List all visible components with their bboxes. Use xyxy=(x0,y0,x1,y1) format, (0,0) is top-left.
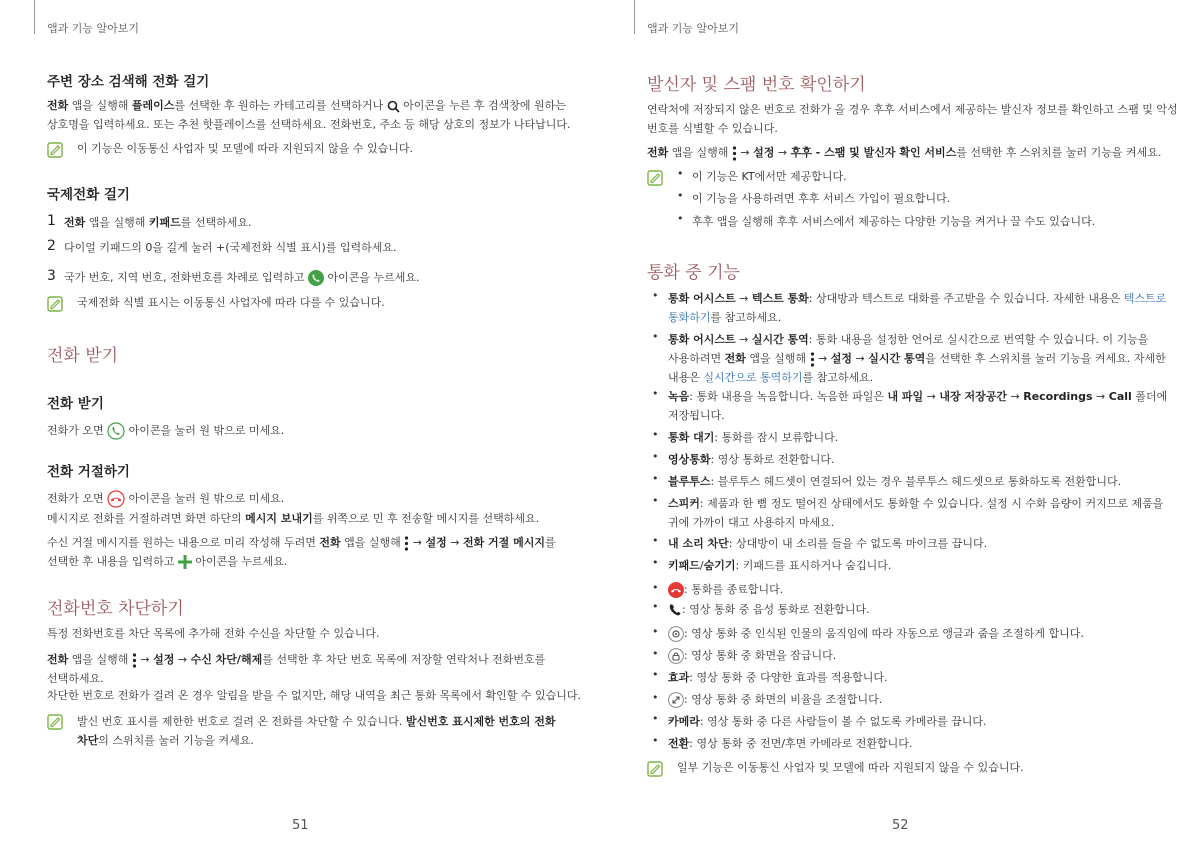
bullet: • xyxy=(652,428,659,441)
incall-item-switch-camera: 전환: 영상 통화 중 전면/후면 카메라로 전환합니다. xyxy=(668,737,913,750)
incall-item-video: 영상통화: 영상 통화로 전환합니다. xyxy=(668,453,835,466)
header-rule xyxy=(34,0,35,34)
incall-item-keypad: 키패드/숨기기: 키패드를 표시하거나 숨깁니다. xyxy=(668,559,892,572)
auto-framing-icon xyxy=(668,626,684,642)
reject-paragraph-1: 전화가 오면 아이콘을 눌러 원 밖으로 미세요. xyxy=(47,489,284,508)
incall-item-live-translate: 통화 어시스트 → 실시간 통역: 통화 내용을 설정한 언어로 실시간으로 번역할 수 있습니다. 이 기능을 사용하려면 전화 앱을 실행해 → 설정 → 실시간 통역을 선택한 후 스위치를 눌러 기능을 켜세요. 자세한 내용은 실시간으로 통역하기를 참고하세요. xyxy=(668,333,1166,384)
incall-item-effects: 효과: 영상 통화 중 다양한 효과를 적용합니다. xyxy=(668,671,888,684)
bullet: • xyxy=(652,472,659,485)
note-icon xyxy=(647,761,663,777)
incall-item-text-call: 통화 어시스트 → 텍스트 통화: 상대방과 텍스트로 대화를 주고받을 수 있습니다. 자세한 내용은 텍스트로 통화하기를 참고하세요. xyxy=(668,292,1167,324)
bullet: • xyxy=(652,289,659,302)
incall-item-end-call: : 통화를 종료합니다. xyxy=(668,580,783,599)
block-paragraph-3: 차단한 번호로 전화가 걸려 온 경우 알림을 받을 수 없지만, 해당 내역을 최근 통화 목록에서 확인할 수 있습니다. xyxy=(47,689,581,702)
bullet: • xyxy=(652,494,659,507)
reject-paragraph-3: 수신 거절 메시지를 원하는 내용으로 미리 작성해 두려면 전화 앱을 실행해 → 설정 → 전화 거절 메시지를 선택한 후 내용을 입력하고 아이콘을 누르세요. xyxy=(47,536,556,568)
reject-call-icon xyxy=(107,490,125,508)
block-paragraph-2: 전화 앱을 실행해 → 설정 → 수신 차단/해제를 선택한 후 차단 번호 목록에 저장할 연락처나 전화번호를 선택하세요. xyxy=(47,653,546,685)
call-icon xyxy=(308,270,324,286)
spam-paragraph-2: 전화 앱을 실행해 → 설정 → 후후 - 스팸 및 발신자 확인 서비스를 선택한 후 스위치를 눌러 기능을 켜세요. xyxy=(647,146,1162,159)
section-heading-incall: 통화 중 기능 xyxy=(647,263,740,283)
header-rule xyxy=(634,0,635,34)
bullet: • xyxy=(652,625,659,638)
page-header: 앱과 기능 알아보기 xyxy=(47,22,140,35)
link-text-call[interactable]: 텍스트로 xyxy=(1123,292,1167,305)
intl-note: 국제전화 식별 표시는 이동통신 사업자에 따라 다를 수 있습니다. xyxy=(77,296,385,309)
add-icon xyxy=(178,555,192,569)
intl-step-2: 다이얼 키패드의 0을 길게 눌러 +(국제전화 식별 표시)를 입력하세요. xyxy=(64,241,397,254)
bullet: • xyxy=(677,212,684,225)
screen-ratio-icon xyxy=(668,692,684,708)
incall-item-voice-switch: : 영상 통화 중 음성 통화로 전환합니다. xyxy=(668,600,870,619)
incall-item-auto-framing: : 영상 통화 중 인식된 인물의 움직임에 따라 자동으로 앵글과 줌을 조절하게 합니다. xyxy=(668,624,1084,643)
spam-note-item: 후후 앱을 실행해 후후 서비스에서 제공하는 다양한 기능을 켜거나 끌 수도 있습니다. xyxy=(692,215,1096,228)
incall-item-ratio: : 영상 통화 중 화면의 비율을 조절합니다. xyxy=(668,690,882,709)
step-number: 3 xyxy=(47,268,56,284)
reject-paragraph-2: 메시지로 전화를 거절하려면 화면 하단의 메시지 보내기를 위쪽으로 민 후 전송할 메시지를 선택하세요. xyxy=(47,512,540,525)
accept-call-icon xyxy=(107,422,125,440)
end-call-icon xyxy=(668,582,684,598)
link-text-call-2[interactable]: 통화하기 xyxy=(668,311,711,324)
phone-icon xyxy=(668,603,682,617)
section-heading-receive: 전화 받기 xyxy=(47,346,119,366)
intl-step-3: 국가 번호, 지역 번호, 전화번호를 차례로 입력하고 아이콘을 누르세요. xyxy=(64,271,420,284)
spam-paragraph-1: 연락처에 저장되지 않은 번호로 전화가 올 경우 후후 서비스에서 제공하는 발신자 정보를 확인하고 스팸 및 악성 번호를 식별할 수 있습니다. xyxy=(647,103,1178,135)
incall-item-bluetooth: 블루투스: 블루투스 헤드셋이 연결되어 있는 경우 블루투스 헤드셋으로 통화하도록 전환합니다. xyxy=(668,475,1122,488)
note-icon xyxy=(47,296,63,312)
spam-note-item: 이 기능을 사용하려면 후후 서비스 가입이 필요합니다. xyxy=(692,192,951,205)
incall-item-lock: : 영상 통화 중 화면을 잠급니다. xyxy=(668,646,836,665)
incall-note: 일부 기능은 이동통신 사업자 및 모델에 따라 지원되지 않을 수 있습니다. xyxy=(677,761,1024,774)
section-title-reject: 전화 거절하기 xyxy=(47,464,130,480)
incall-item-speaker: 스피커: 제품과 한 뼘 정도 떨어진 상태에서도 통화할 수 있습니다. 설정 시 수화 음량이 커지므로 제품을 귀에 가까이 대고 사용하지 마세요. xyxy=(668,497,1164,529)
page-number: 52 xyxy=(892,818,909,833)
right-page xyxy=(600,0,1200,848)
step-number: 2 xyxy=(47,238,56,254)
section-heading-spam: 발신자 및 스팸 번호 확인하기 xyxy=(647,75,866,95)
incall-item-camera: 카메라: 영상 통화 중 다른 사람들이 볼 수 없도록 카메라를 끕니다. xyxy=(668,715,987,728)
bullet: • xyxy=(652,387,659,400)
bullet: • xyxy=(652,712,659,725)
block-note: 발신 번호 표시를 제한한 번호로 걸려 온 전화를 차단할 수 있습니다. 발신번호 표시제한 번호의 전화 차단의 스위치를 눌러 기능을 켜세요. xyxy=(77,715,556,747)
note-icon xyxy=(47,714,63,730)
nearby-paragraph: 전화 앱을 실행해 플레이스를 선택한 후 원하는 카테고리를 선택하거나 아이콘을 누른 후 검색창에 원하는 상호명을 입력하세요. 또는 추천 핫플레이스를 선택하세요. 전화번호, 주소 등 해당 상호의 정보가 나타납니다. xyxy=(47,99,571,131)
nearby-note: 이 기능은 이동통신 사업자 및 모델에 따라 지원되지 않을 수 있습니다. xyxy=(77,142,413,155)
bullet: • xyxy=(652,600,659,613)
step-number: 1 xyxy=(47,213,56,229)
bullet: • xyxy=(652,534,659,547)
bullet: • xyxy=(652,450,659,463)
search-icon xyxy=(387,100,400,113)
bullet: • xyxy=(652,330,659,343)
bullet: • xyxy=(652,691,659,704)
incall-item-hold: 통화 대기: 통화를 잠시 보류합니다. xyxy=(668,431,839,444)
link-live-translate[interactable]: 실시간으로 통역하기 xyxy=(703,371,803,384)
section-title-intl: 국제전화 걸기 xyxy=(47,187,130,203)
incall-item-record: 녹음: 통화 내용을 녹음합니다. 녹음한 파일은 내 파일 → 내장 저장공간 → Recordings → Call 폴더에 저장됩니다. xyxy=(668,390,1168,422)
section-heading-block: 전화번호 차단하기 xyxy=(47,599,184,619)
receive-paragraph: 전화가 오면 아이콘을 눌러 원 밖으로 미세요. xyxy=(47,421,284,440)
bullet: • xyxy=(677,167,684,180)
spam-note-item: 이 기능은 KT에서만 제공합니다. xyxy=(692,170,847,183)
bullet: • xyxy=(652,581,659,594)
lock-icon xyxy=(668,648,684,664)
incall-item-mute: 내 소리 차단: 상대방이 내 소리를 들을 수 없도록 마이크를 끕니다. xyxy=(668,537,988,550)
note-icon xyxy=(647,170,663,186)
block-paragraph-1: 특정 전화번호를 차단 목록에 추가해 전화 수신을 차단할 수 있습니다. xyxy=(47,627,380,640)
section-title-receive: 전화 받기 xyxy=(47,396,104,412)
bullet: • xyxy=(677,189,684,202)
bullet: • xyxy=(652,734,659,747)
intl-step-1: 전화 앱을 실행해 키패드를 선택하세요. xyxy=(64,216,252,229)
bullet: • xyxy=(652,668,659,681)
note-icon xyxy=(47,142,63,158)
page-number: 51 xyxy=(292,818,309,833)
section-title-nearby: 주변 장소 검색해 전화 걸기 xyxy=(47,74,210,90)
bullet: • xyxy=(652,556,659,569)
bullet: • xyxy=(652,647,659,660)
page-header: 앱과 기능 알아보기 xyxy=(647,22,740,35)
